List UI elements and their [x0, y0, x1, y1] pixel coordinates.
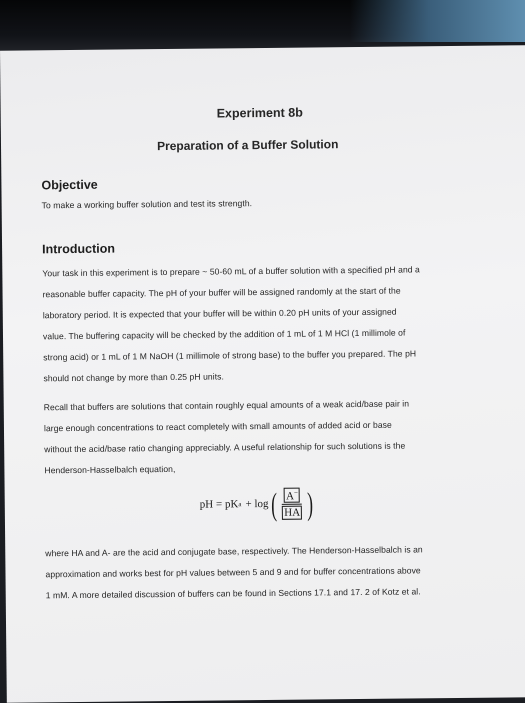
- intro-line: should not change by more than 0.25 pH units.: [43, 371, 224, 384]
- equation-numerator: A: [285, 490, 295, 503]
- objective-text: To make a working buffer solution and test its strength.: [41, 198, 253, 211]
- recall-line: Henderson-Hasselbalch equation,: [44, 463, 176, 476]
- experiment-subtitle: Preparation of a Buffer Solution: [156, 137, 339, 154]
- introduction-heading: Introduction: [42, 241, 116, 257]
- equation-subscript: a: [238, 500, 242, 509]
- intro-line: value. The buffering capacity will be checked by the addition of 1 mL of 1 M HCl (1 millimole of: [42, 327, 406, 342]
- equation-denominator: HA: [284, 506, 301, 520]
- left-paren-icon: (: [270, 485, 277, 522]
- objective-heading: Objective: [41, 177, 98, 193]
- intro-line: reasonable buffer capacity. The pH of your buffer will be assigned randomly at the start of the: [42, 285, 401, 300]
- equation-fraction: [280, 487, 304, 520]
- document-page: [0, 45, 525, 702]
- background-glare: [350, 0, 525, 42]
- closing-line: 1 mM. A more detailed discussion of buffers can be found in Sections 17.1 and 17. 2 of Kotz et al.: [45, 586, 421, 601]
- experiment-title: Experiment 8b: [216, 105, 303, 121]
- intro-line: laboratory period. It is expected that your buffer will be within 0.20 pH units of your assigned: [42, 306, 397, 321]
- recall-line: Recall that buffers are solutions that contain roughly equal amounts of a weak acid/base pair in: [43, 398, 410, 413]
- recall-line: large enough concentrations to react completely with small amounts of added acid or base: [43, 419, 392, 434]
- right-paren-icon: ): [307, 485, 314, 522]
- intro-line: strong acid) or 1 mL of 1 M NaOH (1 millimole of strong base) to the buffer you prepared. The pH: [43, 348, 417, 363]
- recall-line: without the acid/base ratio changing appreciably. A useful relationship for such solutions is the: [44, 440, 406, 455]
- equation-numerator-sup: −: [293, 488, 298, 497]
- closing-line: approximation and works best for pH values between 5 and 9 and for buffer concentrations above: [45, 565, 421, 580]
- closing-line: where HA and A- are the acid and conjugate base, respectively. The Henderson-Hasselbalch is an: [45, 544, 423, 559]
- equation-log: + log: [245, 497, 269, 511]
- equation-lhs: pH = pK: [199, 498, 239, 511]
- henderson-hasselbalch-equation: [200, 481, 316, 526]
- intro-line: Your task in this experiment is to prepare ~ 50-60 mL of a buffer solution with a specified pH and a: [42, 264, 420, 279]
